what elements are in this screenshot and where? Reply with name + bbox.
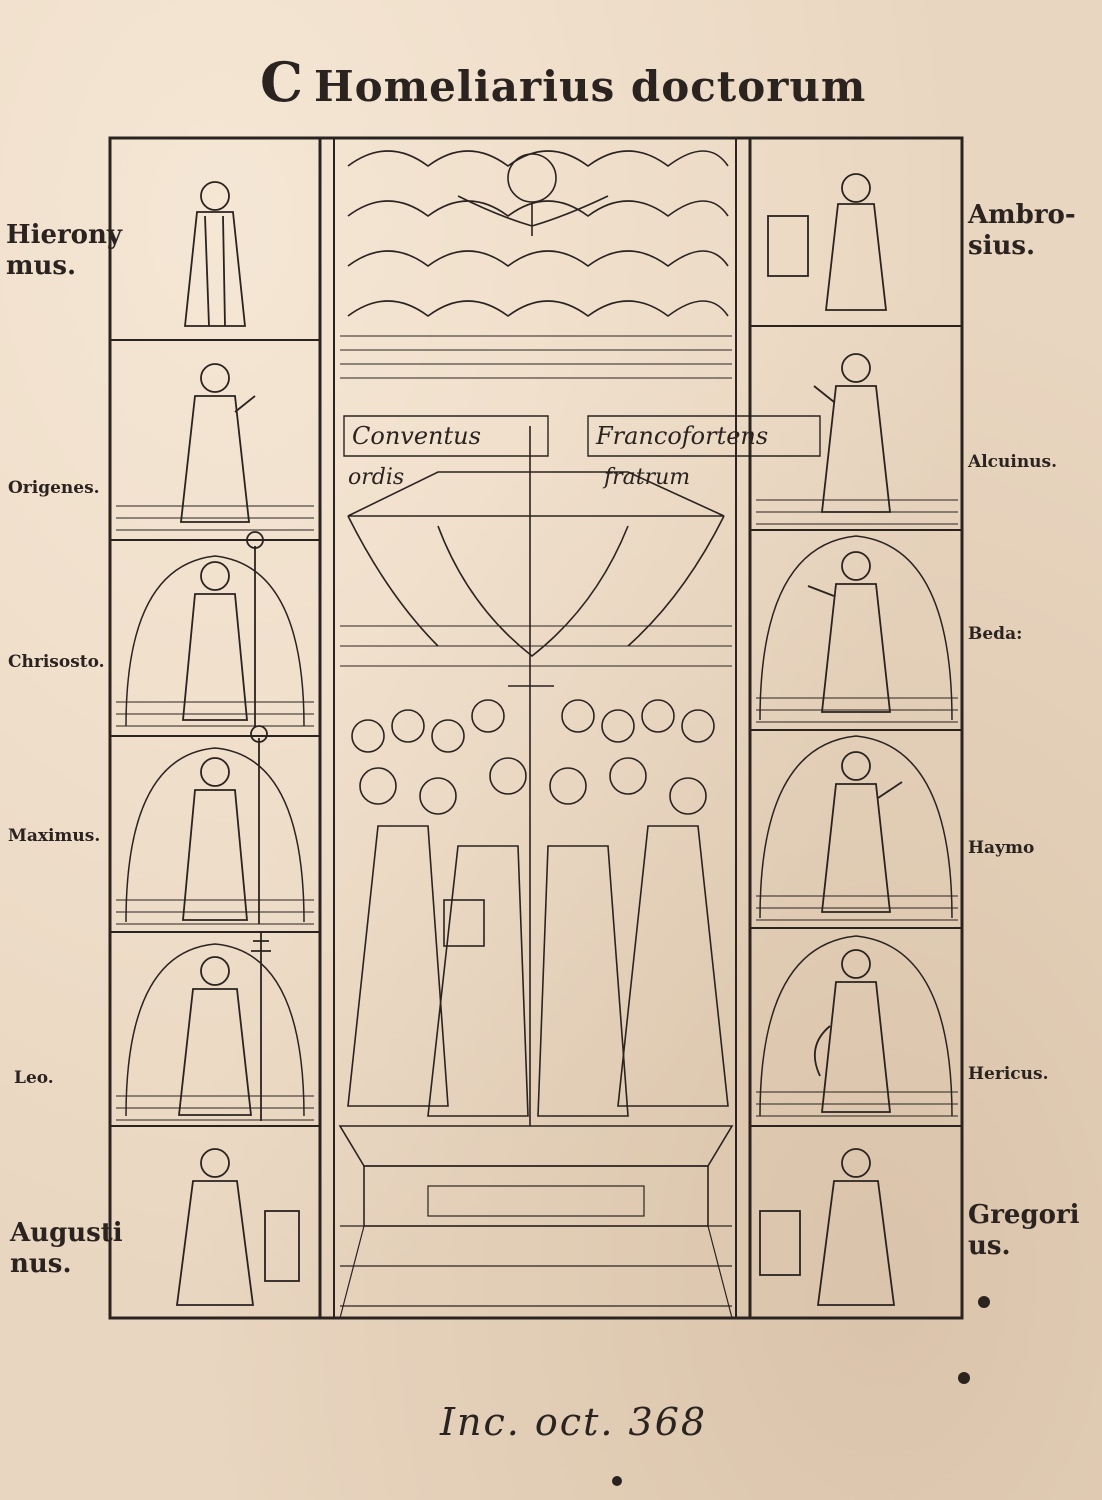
saint-figures: [177, 174, 902, 1305]
label-line: nus.: [10, 1249, 72, 1280]
label-origenes: [8, 478, 100, 498]
label-line: Ambro-: [968, 200, 1076, 230]
banner-left-line2: ordis: [348, 465, 405, 490]
label-line: Gregori: [968, 1200, 1080, 1230]
right-panels: [750, 326, 962, 1126]
label-line: Origenes.: [8, 478, 100, 498]
banner-right-line1: Francofortens: [596, 422, 769, 450]
panel-arches: [126, 536, 952, 1116]
label-maximus: [8, 826, 100, 846]
label-augustinus: [10, 1218, 123, 1280]
banner-right-line2: fratrum: [604, 465, 691, 490]
label-line: Augusti: [10, 1218, 123, 1248]
label-gregorius: [968, 1200, 1080, 1262]
title-initial: C: [260, 50, 304, 114]
label-alcuinus: [968, 452, 1057, 472]
label-chrisosto: [8, 652, 105, 672]
label-leo: [14, 1068, 54, 1088]
label-line: us.: [968, 1231, 1011, 1262]
woodcut-illustration: [108, 126, 966, 1322]
central-scene: [340, 151, 820, 1318]
label-beda: [968, 624, 1022, 644]
label-haymo: [968, 838, 1034, 858]
ink-speck: [612, 1476, 622, 1486]
frame-border: [110, 138, 962, 1318]
crowd: [352, 700, 714, 814]
label-line: Hierony: [6, 220, 123, 250]
page-title: [260, 50, 867, 114]
banner-left-line1: Conventus: [352, 422, 481, 450]
label-line: Chrisosto.: [8, 652, 105, 672]
label-line: sius.: [968, 231, 1036, 262]
title-text: Homeliarius doctorum: [313, 62, 867, 111]
ink-speck: [958, 1372, 970, 1384]
label-ambrosius: [968, 200, 1076, 262]
label-line: Haymo: [968, 838, 1035, 858]
label-hieronymus: [6, 220, 122, 282]
label-line: Leo.: [14, 1068, 54, 1088]
label-line: Beda:: [968, 624, 1023, 644]
label-hericus: [968, 1064, 1049, 1084]
label-line: Hericus.: [968, 1064, 1049, 1084]
label-line: Alcuinus.: [968, 452, 1058, 472]
label-line: Maximus.: [8, 826, 101, 846]
label-line: mus.: [6, 251, 77, 282]
shelfmark: Inc. oct. 368: [440, 1400, 708, 1444]
ink-speck: [978, 1296, 990, 1308]
